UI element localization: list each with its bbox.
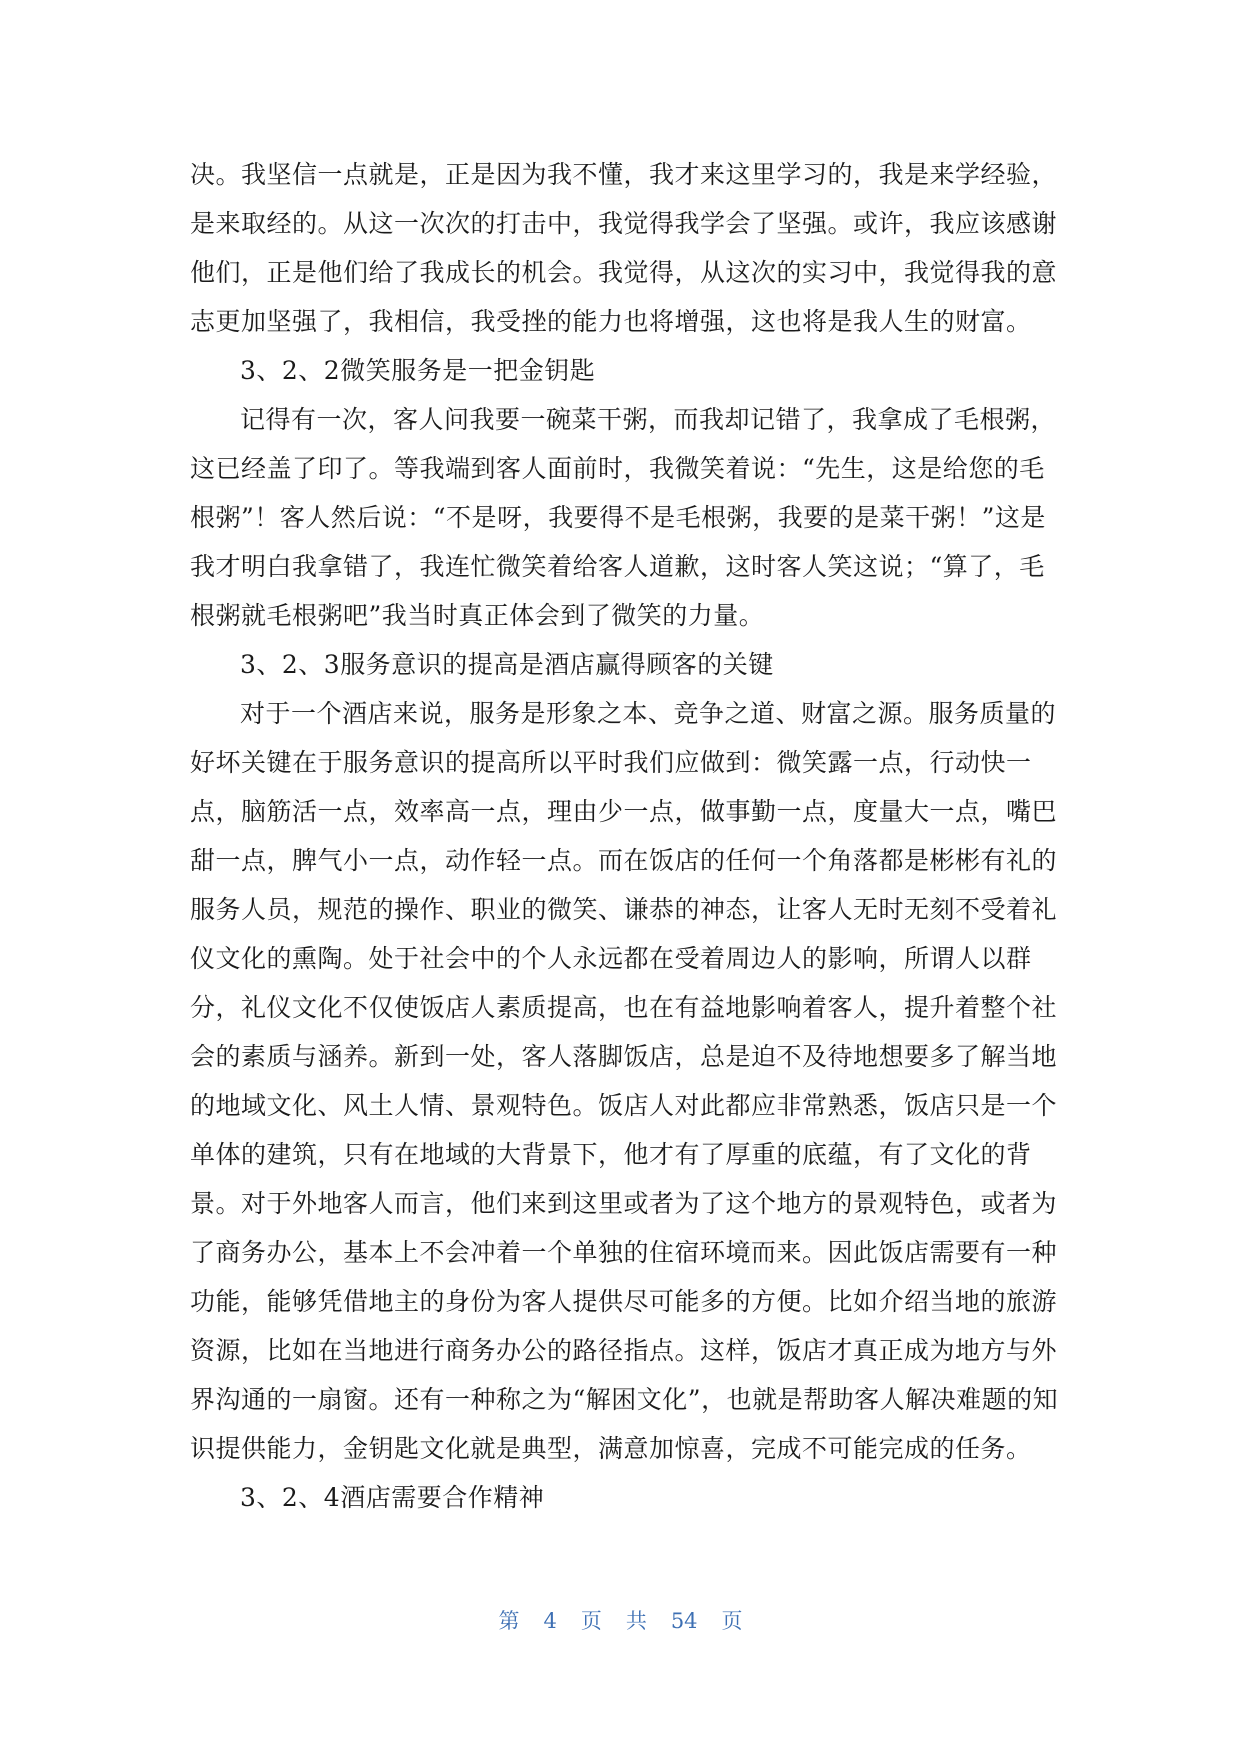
text-line: 分，礼仪文化不仅使饭店人素质提高，也在有益地影响着客人，提升着整个社 xyxy=(190,993,1058,1022)
section-heading: 3、2、4酒店需要合作精神 xyxy=(240,1483,545,1512)
text-line: 根粥就毛根粥吧”我当时真正体会到了微笑的力量。 xyxy=(190,601,765,630)
text-line: 志更加坚强了，我相信，我受挫的能力也将增强，这也将是我人生的财富。 xyxy=(190,307,1032,336)
text-line: 功能，能够凭借地主的身份为客人提供尽可能多的方便。比如介绍当地的旅游 xyxy=(190,1287,1058,1316)
page-footer xyxy=(0,1605,1241,1635)
text-line: 决。我坚信一点就是，正是因为我不懂，我才来这里学习的，我是来学经验， xyxy=(190,160,1058,189)
text-line: 甜一点，脾气小一点，动作轻一点。而在饭店的任何一个角落都是彬彬有礼的 xyxy=(190,846,1058,875)
text-line: 是来取经的。从这一次次的打击中，我觉得我学会了坚强。或许，我应该感谢 xyxy=(190,209,1058,238)
text-line: 点，脑筋活一点，效率高一点，理由少一点，做事勤一点，度量大一点，嘴巴 xyxy=(190,797,1058,826)
text-line: 的地域文化、风土人情、景观特色。饭店人对此都应非常熟悉，饭店只是一个 xyxy=(190,1091,1058,1120)
text-line: 服务人员，规范的操作、职业的微笑、谦恭的神态，让客人无时无刻不受着礼 xyxy=(190,895,1058,924)
text-line: 记得有一次，客人问我要一碗菜干粥，而我却记错了，我拿成了毛根粥， xyxy=(240,405,1057,434)
text-line: 好坏关键在于服务意识的提高所以平时我们应做到：微笑露一点，行动快一 xyxy=(190,748,1032,777)
text-line: 这已经盖了印了。等我端到客人面前时，我微笑着说：“先生，这是给您的毛 xyxy=(190,454,1045,483)
text-line: 单体的建筑，只有在地域的大背景下，他才有了厚重的底蕴，有了文化的背 xyxy=(190,1140,1032,1169)
footer-page-number: 4 xyxy=(543,1609,557,1633)
footer-gong: 共 xyxy=(625,1609,647,1633)
footer-ye2: 页 xyxy=(721,1609,743,1633)
text-line: 会的素质与涵养。新到一处，客人落脚饭店，总是迫不及待地想要多了解当地 xyxy=(190,1042,1058,1071)
text-line: 资源，比如在当地进行商务办公的路径指点。这样，饭店才真正成为地方与外 xyxy=(190,1336,1058,1365)
footer-di: 第 xyxy=(498,1609,520,1633)
section-heading: 3、2、3服务意识的提高是酒店赢得顾客的关键 xyxy=(240,650,774,679)
footer-total-pages: 54 xyxy=(670,1609,698,1633)
text-line: 我才明白我拿错了，我连忙微笑着给客人道歉，这时客人笑这说；“算了，毛 xyxy=(190,552,1045,581)
text-line: 他们，正是他们给了我成长的机会。我觉得，从这次的实习中，我觉得我的意 xyxy=(190,258,1058,287)
text-line: 识提供能力，金钥匙文化就是典型，满意加惊喜，完成不可能完成的任务。 xyxy=(190,1434,1032,1463)
text-line: 对于一个酒店来说，服务是形象之本、竞争之道、财富之源。服务质量的 xyxy=(240,699,1057,728)
text-line: 界沟通的一扇窗。还有一种称之为“解困文化”，也就是帮助客人解决难题的知 xyxy=(190,1385,1059,1414)
section-heading: 3、2、2微笑服务是一把金钥匙 xyxy=(240,356,596,385)
footer-ye: 页 xyxy=(580,1609,602,1633)
text-line: 根粥”！客人然后说：“不是呀，我要得不是毛根粥，我要的是菜干粥！”这是 xyxy=(190,503,1046,532)
text-line: 了商务办公，基本上不会冲着一个单独的住宿环境而来。因此饭店需要有一种 xyxy=(190,1238,1058,1267)
text-line: 仪文化的熏陶。处于社会中的个人永远都在受着周边人的影响，所谓人以群 xyxy=(190,944,1032,973)
text-line: 景。对于外地客人而言，他们来到这里或者为了这个地方的景观特色，或者为 xyxy=(190,1189,1058,1218)
